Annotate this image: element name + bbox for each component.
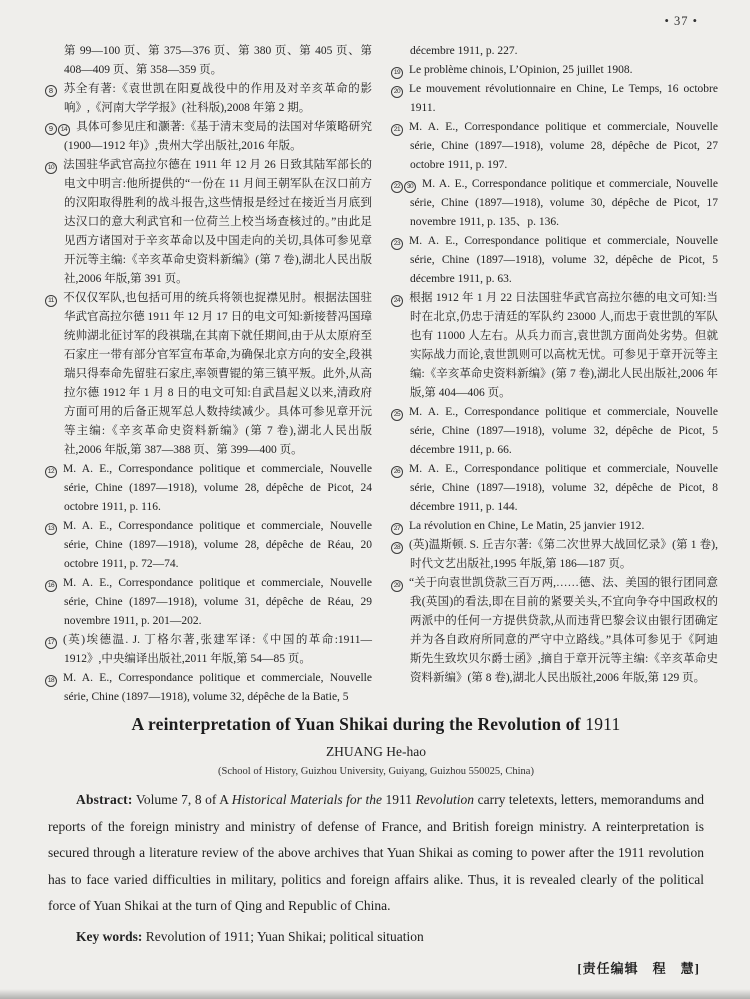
endnote-number: 12 xyxy=(45,460,57,479)
abstract-text: Volume 7, 8 of A Historical Materials for the 1911 Revolution carry teletexts, letters, memorandums and reports of the foreign ministry and ministry of defense of France, and British foreign ministry. A reinterpretation is secured through a literature review of the above archives that Yuan Shikai as coming to power after the 1911 revolution has to face varied difficulties in military, politics and foreign affairs alike. Thus, it is revealed clearly of the political force of Yuan Shikai at the turn of Qing and Republic of China. xyxy=(48,792,704,913)
endnote-item xyxy=(45,156,372,289)
responsible-editor: [责任编辑 程 慧] xyxy=(577,961,700,976)
endnote-number: 9 14 xyxy=(45,118,70,137)
endnote-text: M. A. E., Correspondance politique et commerciale, Nouvelle série, Chine (1897—1918), volume 31, dépêche de Réau, 29 novembre 1911, p. 201—202. xyxy=(63,577,372,627)
endnote-text: M. A. E., Correspondance politique et commerciale, Nouvelle série, Chine (1897—1918), volume 28, dépêche de Picot, 27 octobre 1911, p. 197. xyxy=(409,121,718,171)
endnote-item xyxy=(391,403,718,460)
endnote-number: 8 xyxy=(45,80,57,99)
endnote-text: 苏全有著:《袁世凯在阳夏战役中的作用及对辛亥革命的影响》,《河南大学学报》(社科版),2008 年第 2 期。 xyxy=(63,83,372,114)
endnote-number: 11 xyxy=(45,289,57,308)
endnote-number: 29 xyxy=(391,574,403,593)
endnote-number: 27 xyxy=(391,517,403,536)
endnote-text: Le problème chinois, L’Opinion, 25 juillet 1908. xyxy=(409,64,633,76)
endnote-text: “关于向袁世凯贷款三百万两,……德、法、美国的银行团同意我(英国)的看法,即在目前的紧要关头,不宜向争夺中国政权的两派中的任何一方提供贷款,从而违背巴黎会议由银行团确定并为各自政府所同意的严守中立路线。”具体可参见于《阿迪斯先生致坎贝尔爵士函》,摘自于章开沅等主编:《辛亥革命史资料新编》(第 8 卷),湖北人民出版社,2006 年版,第 129 页。 xyxy=(409,577,718,684)
endnote-text: 根据 1912 年 1 月 22 日法国驻华武官高拉尔德的电文可知:当时在北京,仍忠于清廷的军队约 23000 人,而忠于袁世凯的军队也有 11000 人左右。从兵力而言,袁世凯方面尚处劣势。但就实际战力而论,袁世凯则可以高枕无忧。可参见于章开沅等主编:《辛亥革命史资料新编》(第 7 卷),湖北人民出版社,2006 年版,第 404—406 页。 xyxy=(409,292,718,399)
title-main: A reinterpretation of Yuan Shikai during the Revolution of xyxy=(131,714,586,734)
author-name: ZHUANG He-hao xyxy=(325,744,427,759)
endnote-number: 20 xyxy=(391,80,403,99)
endnote-item xyxy=(391,289,718,403)
endnote-item xyxy=(45,460,372,517)
endnote-number: 25 xyxy=(391,403,403,422)
endnote-text: M. A. E., Correspondance politique et commerciale, Nouvelle série, Chine (1897—1918), volume 32, dépêche de Picot, 8 décembre 1911, p. 144. xyxy=(409,463,718,513)
endnote-number: 22 30 xyxy=(391,175,416,194)
endnote-number: 17 xyxy=(45,631,57,650)
title-year: 1911 xyxy=(585,714,621,734)
endnote-text: M. A. E., Correspondance politique et commerciale, Nouvelle série, Chine (1897—1918), volume 32, dépêche de la Batie, 5 xyxy=(63,672,372,703)
endnote-text: 第 99—100 页、第 375—376 页、第 380 页、第 405 页、第 408—409 页、第 358—359 页。 xyxy=(64,45,372,76)
endnote-text: 不仅仅军队,也包括可用的统兵将领也捉襟见肘。根据法国驻华武官高拉尔德 1911 年 12 月 17 日的电文可知:新接替冯国璋统帅湖北征讨军的段祺瑞,在其南下就任期间,由于从太原府至石家庄一带有部分官军宣布革命,为确保北京方向的安全,段祺瑞只得奉命先留驻石家庄,率领曹锟的第三镇平叛。此外,从高拉尔德 1912 年 1 月 8 日的电文可知:自武昌起义以来,清政府方面可用的后备正规军总人数持续减少。具体可参见章开沅等主编:《辛亥革命史资料新编》(第 7 卷),湖北人民出版社,2006 年版,第 387—388 页、第 399—400 页。 xyxy=(63,292,372,456)
abstract-paragraph xyxy=(48,787,704,920)
endnote-text: La révolution en Chine, Le Matin, 25 janvier 1912. xyxy=(409,520,645,532)
notes-column-right xyxy=(391,42,718,707)
endnote-text: M. A. E., Correspondance politique et commerciale, Nouvelle série, Chine (1897—1918), volume 32, dépêche de Picot, 5 décembre 1911, p. 66. xyxy=(409,406,718,456)
endnote-text: M. A. E., Correspondance politique et commerciale, Nouvelle série, Chine (1897—1918), volume 28, dépêche de Réau, 20 octobre 1911, p. 72—74. xyxy=(63,520,372,570)
keywords-text: Revolution of 1911; Yuan Shikai; political situation xyxy=(145,928,424,944)
page-number: • 37 • xyxy=(664,14,698,28)
endnote-number: 16 xyxy=(45,574,57,593)
keywords-line xyxy=(48,924,704,951)
endnote-item xyxy=(391,536,718,574)
article-title-english xyxy=(48,714,704,735)
endnote-text: décembre 1911, p. 227. xyxy=(410,45,518,57)
endnote-item xyxy=(391,460,718,517)
endnote-text: M. A. E., Correspondance politique et commerciale, Nouvelle série, Chine (1897—1918), volume 30, dépêche de Picot, 17 novembre 1911, p. 135、p. 136. xyxy=(410,178,718,228)
endnote-number: 18 xyxy=(45,669,57,688)
endnote-item xyxy=(45,42,372,80)
endnote-number: 23 xyxy=(391,232,403,251)
notes-column-left xyxy=(45,42,372,707)
endnote-item xyxy=(45,574,372,631)
endnote-number: 13 xyxy=(45,517,57,536)
endnote-item xyxy=(391,61,718,80)
english-abstract-section xyxy=(48,714,704,977)
endnote-number: 24 xyxy=(391,289,403,308)
endnote-text: (英)温斯顿. S. 丘吉尔著:《第二次世界大战回忆录》(第 1 卷),时代文艺出版社,1995 年版,第 186—187 页。 xyxy=(409,539,718,570)
endnote-number: 21 xyxy=(391,118,403,137)
abstract-label: Abstract: xyxy=(76,792,133,807)
endnote-item xyxy=(45,631,372,669)
endnote-number: 19 xyxy=(391,61,403,80)
endnote-item xyxy=(391,574,718,688)
endnote-text: Le mouvement révolutionnaire en Chine, Le Temps, 16 octobre 1911. xyxy=(409,83,718,114)
endnote-item xyxy=(45,669,372,707)
endnote-item xyxy=(45,517,372,574)
endnote-number: 10 xyxy=(45,156,57,175)
endnote-item xyxy=(45,289,372,460)
endnotes-section xyxy=(45,42,718,707)
endnote-text: M. A. E., Correspondance politique et commerciale, Nouvelle série, Chine (1897—1918), volume 32, dépêche de Picot, 5 décembre 1911, p. 63. xyxy=(409,235,718,285)
scan-bottom-edge xyxy=(0,989,750,999)
endnote-item xyxy=(391,80,718,118)
endnote-item xyxy=(391,517,718,536)
endnote-number: 28 xyxy=(391,536,403,555)
endnote-item xyxy=(45,80,372,118)
author-affiliation: (School of History, Guizhou University, Guiyang, Guizhou 550025, China) xyxy=(218,766,534,777)
endnote-number: 26 xyxy=(391,460,403,479)
keywords-label: Key words: xyxy=(76,928,143,944)
endnote-text: 具体可参见庄和灏著:《基于清末变局的法国对华策略研究(1900—1912 年)》,贵州大学出版社,2016 年版。 xyxy=(64,121,372,152)
endnote-item xyxy=(391,118,718,175)
endnote-item xyxy=(391,232,718,289)
endnote-text: M. A. E., Correspondance politique et commerciale, Nouvelle série, Chine (1897—1918), volume 28, dépêche de Picot, 24 octobre 1911, p. 116. xyxy=(63,463,372,513)
endnote-item xyxy=(45,118,372,156)
endnote-item xyxy=(391,175,718,232)
endnote-text: (英)埃德温. J. 丁格尔著,张建军译:《中国的革命:1911—1912》,中央编译出版社,2011 年版,第 54—85 页。 xyxy=(63,634,372,665)
endnote-text: 法国驻华武官高拉尔德在 1911 年 12 月 26 日致其陆军部长的电文中明言:他所提供的“一份在 11 月间王朝军队在汉口前方的汉阳取得胜利的战斗报告,这些情报是经过在接近当月底到达汉口的意大利武官和一位荷兰上校当场查核过的。”由此足见西方诸国对于辛亥革命以及中国走向的关切,具体可参见章开沅等主编:《辛亥革命史资料新编》(第 7 卷),湖北人民出版社,2006 年版,第 391 页。 xyxy=(63,159,372,285)
endnote-item xyxy=(391,42,718,61)
